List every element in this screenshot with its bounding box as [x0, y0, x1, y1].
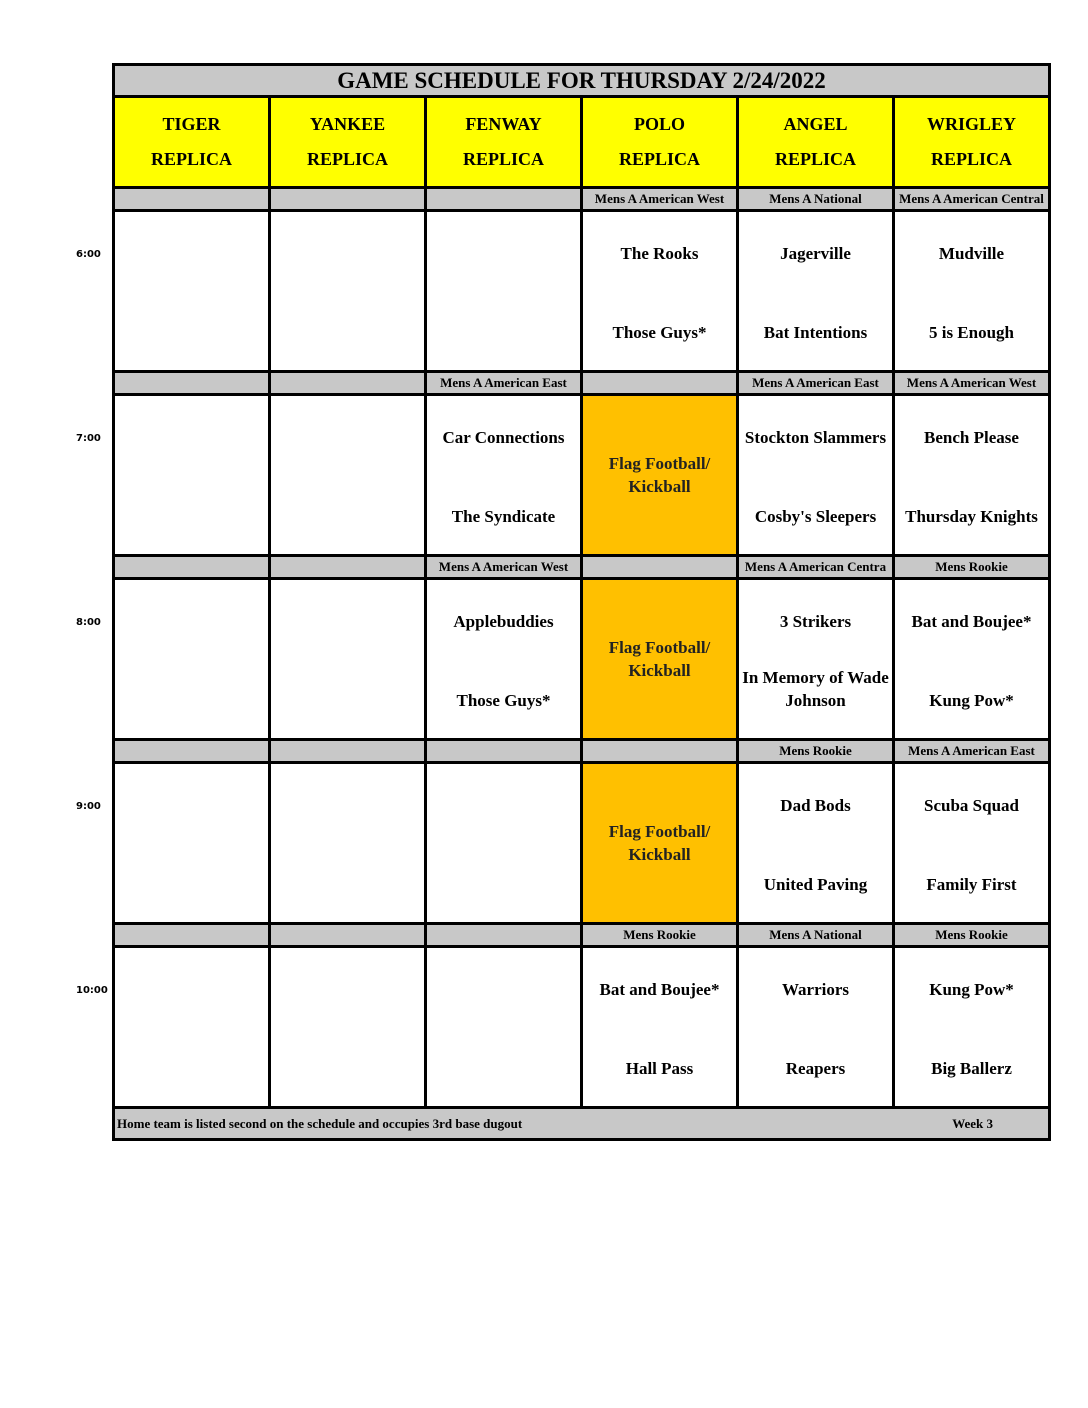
division-label: Mens A American West — [583, 189, 736, 209]
venue-header — [895, 98, 1048, 186]
home-team: Thursday Knights — [905, 507, 1038, 526]
venue-name: ANGEL — [783, 114, 848, 134]
away-team: Bench Please — [924, 428, 1019, 447]
game-cell — [427, 580, 580, 738]
venue-name: TIGER — [162, 114, 221, 134]
division-label — [427, 189, 580, 209]
division-label: Mens A American Central — [895, 189, 1048, 209]
division-label — [271, 373, 424, 393]
time-label: 10:00 — [76, 985, 108, 996]
time-label: 6:00 — [76, 249, 101, 260]
game-cell — [739, 948, 892, 1106]
venue-sub: REPLICA — [150, 149, 232, 169]
away-team: Warriors — [781, 980, 850, 999]
empty-game-cell — [271, 764, 424, 922]
venue-sub: REPLICA — [774, 149, 856, 169]
venue-name: POLO — [633, 114, 685, 134]
empty-game-cell — [271, 396, 424, 554]
home-team: Family First — [926, 875, 1017, 894]
venue-header — [739, 98, 892, 186]
division-label — [583, 373, 736, 393]
home-team: Hall Pass — [625, 1059, 694, 1078]
venue-name: WRIGLEY — [926, 114, 1016, 134]
week-label: Week 3 — [952, 1115, 993, 1131]
division-label: Mens A American West — [895, 373, 1048, 393]
empty-game-cell — [427, 212, 580, 370]
division-label: Mens Rookie — [739, 741, 892, 761]
game-cell — [739, 212, 892, 370]
home-team: Those Guys* — [612, 323, 707, 342]
time-label: 7:00 — [76, 433, 101, 444]
footer-note: Home team is listed second on the schedule and occupies 3rd base dugout — [117, 1115, 523, 1131]
home-team: In Memory of Wade Johnson — [742, 668, 889, 710]
empty-game-cell — [115, 580, 268, 738]
away-team: Bat and Boujee* — [911, 612, 1032, 631]
away-team: Car Connections — [442, 428, 565, 447]
division-label: Mens A National — [739, 925, 892, 945]
division-label — [115, 925, 268, 945]
game-cell — [739, 580, 892, 738]
home-team: Bat Intentions — [763, 323, 868, 342]
home-team: Reapers — [785, 1059, 846, 1078]
venue-sub: REPLICA — [462, 149, 544, 169]
flag-football-block: Flag Football/ Kickball — [583, 764, 736, 922]
division-label: Mens A American East — [739, 373, 892, 393]
page-title: GAME SCHEDULE FOR THURSDAY 2/24/2022 — [115, 66, 1048, 95]
division-label — [115, 741, 268, 761]
venue-header — [115, 98, 268, 186]
home-team: Kung Pow* — [929, 691, 1014, 710]
division-label: Mens Rookie — [895, 557, 1048, 577]
flag-football-block: Flag Football/ Kickball — [583, 580, 736, 738]
empty-game-cell — [115, 212, 268, 370]
division-label — [427, 741, 580, 761]
division-label — [583, 557, 736, 577]
away-team: Mudville — [938, 244, 1005, 263]
division-label — [115, 557, 268, 577]
division-label: Mens A American East — [427, 373, 580, 393]
away-team: Stockton Slammers — [744, 428, 887, 447]
empty-game-cell — [115, 948, 268, 1106]
time-label: 8:00 — [76, 617, 101, 628]
game-cell — [895, 948, 1048, 1106]
division-label: Mens A National — [739, 189, 892, 209]
empty-game-cell — [271, 948, 424, 1106]
division-label — [583, 741, 736, 761]
empty-game-cell — [427, 764, 580, 922]
empty-game-cell — [271, 212, 424, 370]
division-label: Mens A American East — [895, 741, 1048, 761]
away-team: Bat and Boujee* — [599, 980, 720, 999]
home-team: The Syndicate — [451, 507, 556, 526]
division-label — [427, 925, 580, 945]
home-team: Cosby's Sleepers — [754, 507, 877, 526]
game-cell — [583, 948, 736, 1106]
venue-name: YANKEE — [309, 114, 386, 134]
home-team: United Paving — [763, 875, 868, 894]
division-label — [115, 189, 268, 209]
game-cell — [583, 212, 736, 370]
away-team: The Rooks — [620, 244, 699, 263]
division-label — [271, 925, 424, 945]
venue-header — [427, 98, 580, 186]
away-team: Kung Pow* — [929, 980, 1014, 999]
away-team: Applebuddies — [453, 612, 554, 631]
time-label: 9:00 — [76, 801, 101, 812]
game-cell — [895, 580, 1048, 738]
game-cell — [427, 396, 580, 554]
division-label — [115, 373, 268, 393]
division-label — [271, 557, 424, 577]
venue-sub: REPLICA — [618, 149, 700, 169]
division-label: Mens Rookie — [583, 925, 736, 945]
game-cell — [739, 764, 892, 922]
venue-name: FENWAY — [465, 114, 542, 134]
empty-game-cell — [115, 396, 268, 554]
away-team: Scuba Squad — [924, 796, 1019, 815]
division-label: Mens A American Centra — [739, 557, 892, 577]
division-label — [271, 741, 424, 761]
away-team: 3 Strikers — [779, 612, 852, 631]
empty-game-cell — [271, 580, 424, 738]
away-team: Dad Bods — [780, 796, 851, 815]
division-label: Mens Rookie — [895, 925, 1048, 945]
footer-row — [115, 1109, 1048, 1138]
home-team: 5 is Enough — [928, 323, 1015, 342]
venue-sub: REPLICA — [306, 149, 388, 169]
venue-header — [271, 98, 424, 186]
game-cell — [895, 764, 1048, 922]
home-team: Those Guys* — [456, 691, 551, 710]
schedule-table — [112, 63, 1051, 1141]
game-cell — [739, 396, 892, 554]
empty-game-cell — [427, 948, 580, 1106]
division-label: Mens A American West — [427, 557, 580, 577]
home-team: Big Ballerz — [931, 1059, 1012, 1078]
game-cell — [895, 212, 1048, 370]
venue-sub: REPLICA — [930, 149, 1012, 169]
empty-game-cell — [115, 764, 268, 922]
game-cell — [895, 396, 1048, 554]
away-team: Jagerville — [780, 244, 851, 263]
flag-football-block: Flag Football/ Kickball — [583, 396, 736, 554]
venue-header — [583, 98, 736, 186]
division-label — [271, 189, 424, 209]
